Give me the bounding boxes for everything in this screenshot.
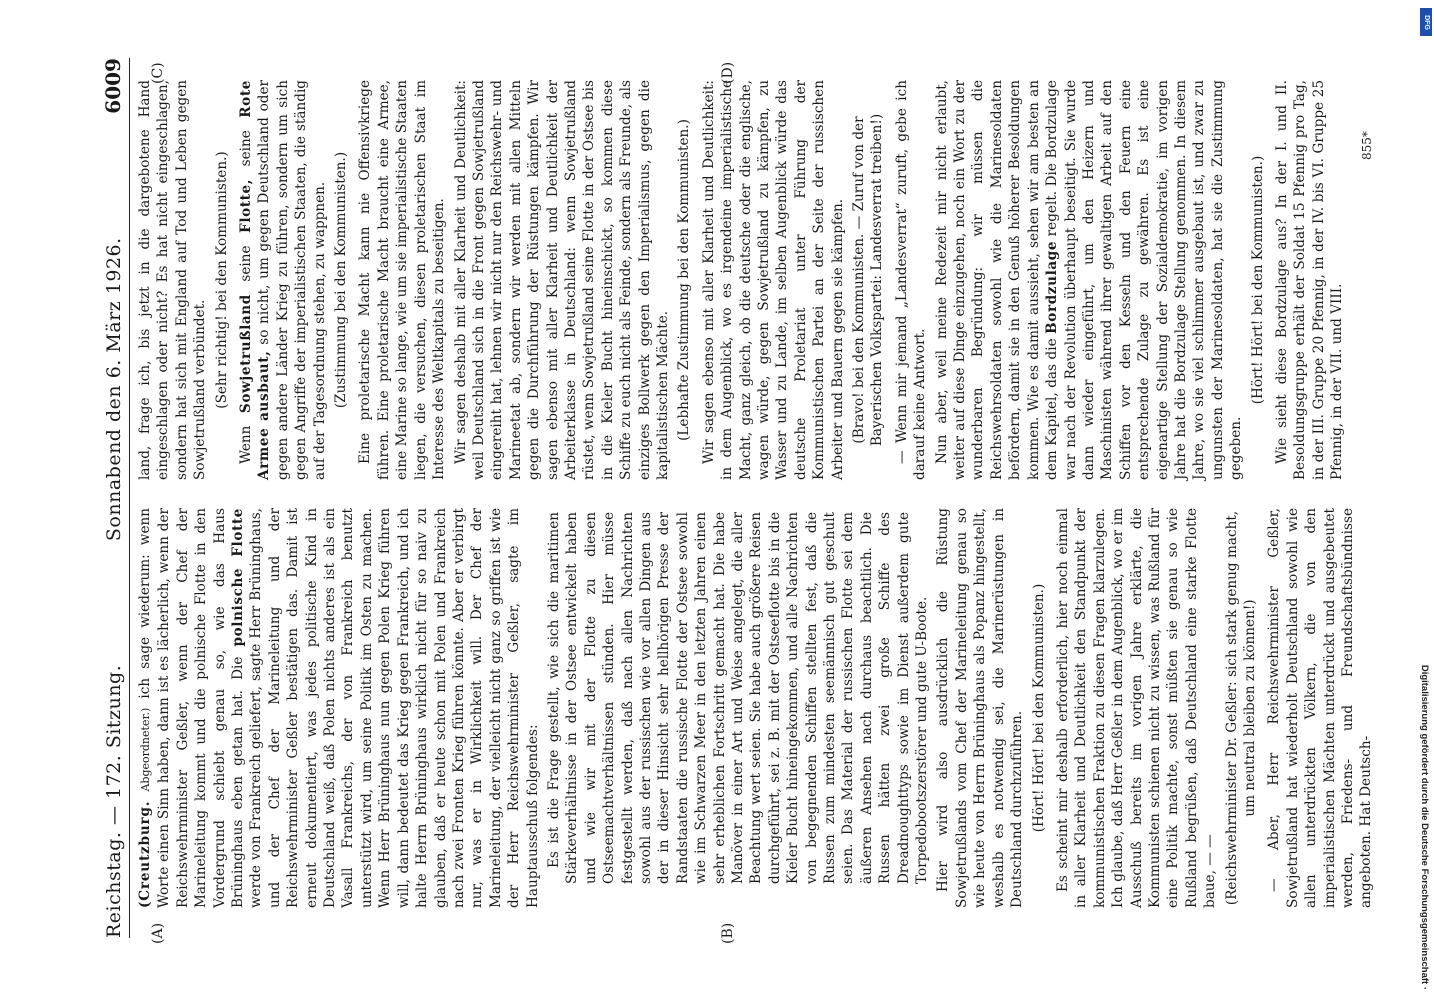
interjection: (Reichswehrminister Dr. Geßler: sich stark genug macht, um neutral bleiben zu können!) (1223, 510, 1258, 906)
paragraph: Wir sagen deshalb mit aller Klarheit und Deutlichkeit: weil Deutschland sich in die Front gegen Sowjetrußland eingereiht hat, lehnen wir nicht nur den Reichswehr- und Marineetat ab, sondern wir werden mit allen Mitteln gegen die Durchführung der Rüstungen kämpfen. Wir sagen ebenso mit aller Klarheit und Deutlichkeit der Arbeiterklasse in Deutschland: wenn Sowjetrußland rüstet, wenn Sowjetrußland seine Flotte in der Ostsee bis in die Kieler Bucht hineinschickt, so kommen diese Schiffe zu euch nicht als Feinde, sondern als Freunde, als einziges Bollwerk gegen den Imperialismus, gegen die kapitalistischen Mächte. (452, 80, 671, 480)
credit-line: Digitalisierung gefördert durch die Deutsche Forschungsgemeinschaft · (1419, 664, 1430, 990)
left-column (136, 508, 1379, 908)
block-quote: Es ist die Frage gestellt, wie sich die maritimen Stärkeverhältnisse in der Ostsee entwickelt haben und wie wir mit der Flotte zu diesen Ostseemachtverhältnissen stünden. Hier müsse festgestellt werden, daß nach allen Nachrichten sowohl aus der russischen wie vor allen Dingen aus der in dieser Hinsicht sehr hellhörigen Presse der Randstaaten die russische Flotte der Ostsee sowohl wie im Schwarzen Meer in den letzten Jahren einen sehr erheblichen Fortschritt gemacht hat. Die habe Manöver in einer Art und Weise angelegt, die aller Beachtung wert seien. Sie habe auch größere Reisen durchgeführt, sei z. B. mit der Ostseeflotte bis in die Kieler Bucht hineingekommen, und alle Nachrichten von begegnenden Schiffen stellten fest, daß die Russen zum mindesten seemännisch gut geschult seien. Das Material der russischen Flotte sei dem äußeren Ansehen nach durchaus beachtlich. Die Russen hätten zwei große Schiffe des Dreadnoughttyps sowie im Dienst außerdem gute Torpedobootszerstörer und gute U-Boote. (545, 512, 931, 884)
margin-marker-c: (C) (150, 62, 166, 84)
header-left: Reichstag. — 172. Sitzung. (103, 664, 125, 938)
paragraph: — Wenn mir jemand „Landesverrat“ zuruft, gebe ich darauf keine Antwort. (893, 80, 929, 480)
paragraph-text: werde von Frankreich geliefert, sagte Herr Brüninghaus, und der Chef der Marineleitung und der Reichswehrminister Geßler bestätigen das. Damit ist erneut dokumentiert, was jedes politische Kind in Deutschland weiß, daß Polen nichts anderes ist als ein Vasall Frankreichs, der von Frankreich benutzt unterstützt wird, um seine Politik im Osten zu machen. Wenn Herr Brüninghaus nun gegen Polen Krieg führen will, dann bedeutet das Krieg gegen Frankreich, und ich halte Herrn Brüninghaus wirklich nicht für so naiv zu glauben, daß er heute schon mit Polen und Frankreich nach zwei Fronten Krieg führen könnte. Aber er verbirgt nur, was er in Wirklichkeit will. Der Chef der Marineleitung, der vielleicht nicht ganz so griffen ist wie der Herr Reichswehrminister Geßler, sagte im Hauptausschuß folgendes: (248, 508, 541, 908)
emphasis-text: Flotte, (238, 178, 255, 233)
paragraph-text: so nicht, um gegen Deutschland oder gegen andere Länder Krieg zu führen, sondern um sich gegen Angriffe der imperialistischen Staaten, die ständig auf der Tagesordnung stehen, zu wappnen. (256, 80, 328, 480)
emphasis-text: Sowjetrußland (238, 294, 255, 414)
paragraph: Wie sieht diese Bordzulage aus? In der I. und II. Besoldungsgruppe erhält der Soldat 15 Pfennig pro Tag, in der III. Gruppe 20 Pfennig, in der IV. bis VI. Gruppe 25 Pfennig, in der VII. und VIII. (1273, 80, 1346, 480)
dfg-badge-text: DFG (1422, 14, 1430, 30)
speaker-name: (Creutzburg. (137, 800, 153, 908)
speaker-note: Abgeordneter.) (139, 707, 152, 792)
paragraph: Eine proletarische Macht kann nie Offensivkriege führen. Eine proletarische Macht braucht eine Armee, eine Marine so lange, wie um sie imperialistische Staaten liegen, die versuchen, diesen proletarischen Staat im Interesse des Weltkapitals zu beseitigen. (357, 80, 448, 480)
paragraph: — Aber, Herr Reichswehrminister Geßler, Sowjetrußland hat wiederholt Deutschland sowohl wie allen unterdrückten Völkern, die von den imperialistischen Mächten unterdrückt und ausgebeutet werden, Friedens- und Freundschaftsbündnisse angeboten. Hat Deutsch- (1266, 508, 1375, 908)
paragraph: Wir sagen ebenso mit aller Klarheit und Deutlichkeit: in dem Augenblick, wo es irgendeine imperialistische Macht, ganz gleich, ob die deutsche oder die englische, wagen würde, gegen Sowjetrußland zu kämpfen, zu Wasser und zu Lande, im selben Augenblick würde das deutsche Proletariat unter Führung der Kommunistischen Partei an der Seite der russischen Arbeiter und Bauern gegen sie kämpfen. (700, 80, 846, 480)
paragraph: Es scheint mir deshalb erforderlich, hier noch einmal in aller Klarheit und Deutlichkeit den Standpunkt der kommunistischen Fraktion zu diesen Fragen klarzulegen. Ich glaube, daß Herr Geßler in dem Augenblick, wo er im Ausschuß bereits im vorigen Jahre erklärte, die Kommunisten schienen nicht zu wissen, was Rußland für eine Politik machte, sonst müßten sie genau so wie Rußland begrüßen, daß Deutschland eine starke Flotte baue, — — (1054, 508, 1219, 908)
margin-marker-b: (B) (720, 922, 736, 944)
paragraph-text: Wenn (238, 425, 255, 464)
paragraph-text: regelt. Die Bordzulage war nach der Revolution überhaupt beseitigt. Sie wurde dann wieder eingeführt, um den Heizern und Maschinisten während ihrer gewaltigen Arbeit auf den Schiffen vor den Kesseln und den Feuern eine entsprechende Zulage zu gewähren. Es ist eine eigenartige Stellung der Sozialdemokratie, im vorigen Jahre hat die Bordzulage Stellung genommen. In diesem Jahre, wo sie viel schlimmer ausgebaut ist, und zwar zu ungunsten der Marinesoldaten, hat sie die Zustimmung gegeben. (1044, 80, 1245, 480)
emphasis-text: Bordzulage (1044, 240, 1061, 334)
signature-mark: 855* (1360, 131, 1374, 160)
margin-marker-d: (D) (720, 61, 736, 84)
paragraph-text: seine (238, 245, 255, 282)
paragraph: Hier wird also ausdrücklich die Rüstung Sowjetrußlands vom Chef der Marineleitung genau so wie heute von Herrn Brüninghaus als Popanz hingestellt, weshalb es notwendig sei, die Marinerüstungen in Deutschland durchzuführen. (935, 508, 1026, 908)
right-column (136, 80, 1350, 480)
paragraph-text: Nun aber, weil meine Redezeit mir nicht erlaubt, weiter auf diese Dinge einzugehen, noch ein Wort zu der wunderbaren Begründung: wir müssen die Reichswehrsoldaten sowohl wie die Marinesoldaten befördern, damit sie in den Genuß höherer Besoldungen kommen. Wie es damit aussieht, sehen wir am besten an dem Kapitel, das die (933, 80, 1061, 480)
interjection: (Hört! Hört! bei den Kommunisten.) (1249, 155, 1266, 405)
header-date: Sonnabend den 6. März 1926. (103, 237, 125, 542)
margin-marker-a: (A) (150, 922, 166, 944)
emphasis-text: Rote Armee ausbaut, (238, 80, 273, 480)
paragraph (237, 80, 329, 480)
interjection: (Zustimmung bei den Kommunisten.) (333, 151, 350, 409)
interjection: (Hört! Hört! bei den Kommunisten.) (1030, 583, 1047, 833)
paragraph (136, 508, 542, 908)
paragraph-text: ich sage wiederum: wenn Worte einen Sinn haben, dann ist es lächerlich, wenn der Reichswehrminister Geßler, wenn der Chef der Marineleitung kommt und die polnische Flotte in den Vordergrund schiebt genau so, wie das Haus Brüninghaus eben getan hat. Die (137, 508, 247, 908)
interjection: (Sehr richtig! bei den Kommunisten.) (213, 151, 230, 409)
dfg-logo-badge (1420, 8, 1432, 36)
credit-strip (1418, 10, 1430, 990)
page-number: 6009 (101, 58, 125, 114)
paragraph (933, 80, 1246, 480)
paragraph-text: seine (238, 130, 255, 167)
interjection: (Bravo! bei den Kommunisten. — Zuruf von der Bayerischen Volkspartei: Landesverrat treiben!) (851, 113, 886, 447)
page-header (85, 58, 130, 938)
paragraph: land, frage ich, bis jetzt in die dargebotene Hand eingeschlagen oder nicht? Es hat nicht eingeschlagen, sondern hat sich mit England auf Tod und Leben gegen Sowjetrußland verbündet. (137, 80, 209, 480)
emphasis-text: polnische Flotte (230, 508, 247, 647)
interjection: (Lebhafte Zustimmung bei den Kommunisten.) (676, 119, 693, 441)
